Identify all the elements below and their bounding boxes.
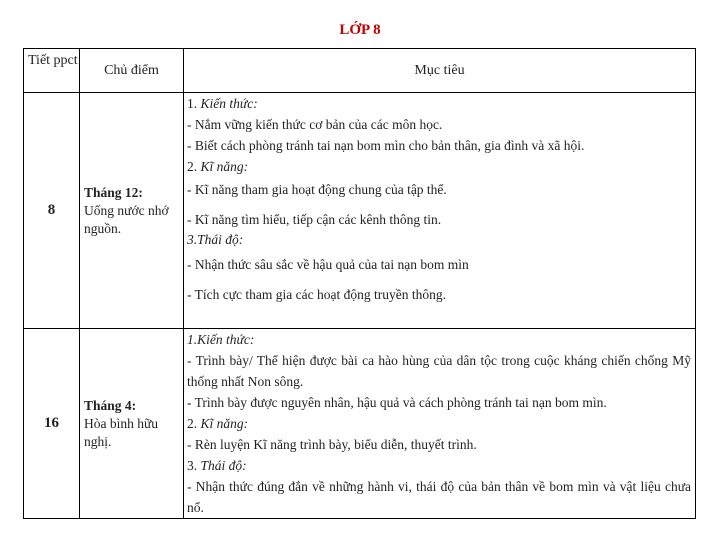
- lesson-number: 16: [24, 329, 80, 519]
- header-muc-tieu: Mục tiêu: [184, 49, 696, 93]
- objective-line: - Kĩ năng tìm hiểu, tiếp cận các kênh thông tin.: [187, 212, 442, 227]
- theme-name: Uống nước nhớ nguồn.: [84, 202, 169, 236]
- theme-name: Hòa bình hữu nghị.: [84, 415, 159, 449]
- theme-month: Tháng 4:: [84, 397, 137, 413]
- objective-line: - Trình bày/ Thể hiện được bài ca hào hùng của dân tộc trong cuộc kháng chiến chống Mỹ thống nhất Non sông.: [187, 353, 691, 389]
- table-row: [24, 93, 696, 329]
- theme-cell: [80, 329, 184, 519]
- objective-line: - Nhận thức sâu sắc về hậu quả của tai nạn bom mìn: [187, 257, 469, 272]
- curriculum-table: [23, 48, 696, 519]
- objective-line: 2. Kĩ năng:: [187, 159, 249, 174]
- objective-line: - Biết cách phòng tránh tai nạn bom mìn cho bản thân, gia đình và xã hội.: [187, 138, 585, 153]
- objective-line: 2. Kĩ năng:: [187, 416, 249, 431]
- objectives-cell: [184, 93, 696, 329]
- objective-line: 3.Thái độ:: [187, 232, 244, 247]
- objective-line: - Trình bày được nguyên nhân, hậu quả và cách phòng tránh tai nạn bom mìn.: [187, 395, 607, 410]
- objectives-cell: [184, 329, 696, 519]
- objective-heading: Kĩ năng:: [200, 159, 249, 174]
- header-chu-diem: Chủ điểm: [80, 49, 184, 93]
- page-title: LỚP 8: [339, 22, 381, 38]
- objective-line: 1.Kiến thức:: [187, 332, 255, 347]
- objective-line: - Nhận thức đúng đắn về những hành vi, thái độ của bản thân về bom mìn và vật liệu chưa nổ.: [187, 479, 691, 515]
- theme-cell: [80, 93, 184, 329]
- objective-heading: Kiến thức:: [200, 96, 258, 111]
- header-tiet-ppct: Tiết ppct: [24, 49, 80, 93]
- objective-line: - Tích cực tham gia các hoạt động truyền thông.: [187, 287, 446, 302]
- objective-heading: Thái độ:: [200, 458, 247, 473]
- objective-heading: Kĩ năng:: [200, 416, 249, 431]
- objective-line: 1. Kiến thức:: [187, 96, 258, 111]
- objective-line: - Nắm vững kiến thức cơ bản của các môn học.: [187, 117, 443, 132]
- objective-line: 3. Thái độ:: [187, 458, 247, 473]
- objective-line: - Kĩ năng tham gia hoạt động chung của tập thể.: [187, 182, 447, 197]
- objective-line: - Rèn luyện Kĩ năng trình bày, biểu diễn, thuyết trình.: [187, 437, 477, 452]
- theme-month: Tháng 12:: [84, 184, 143, 200]
- lesson-number: 8: [24, 93, 80, 329]
- table-header-row: [24, 49, 696, 93]
- table-row: [24, 329, 696, 519]
